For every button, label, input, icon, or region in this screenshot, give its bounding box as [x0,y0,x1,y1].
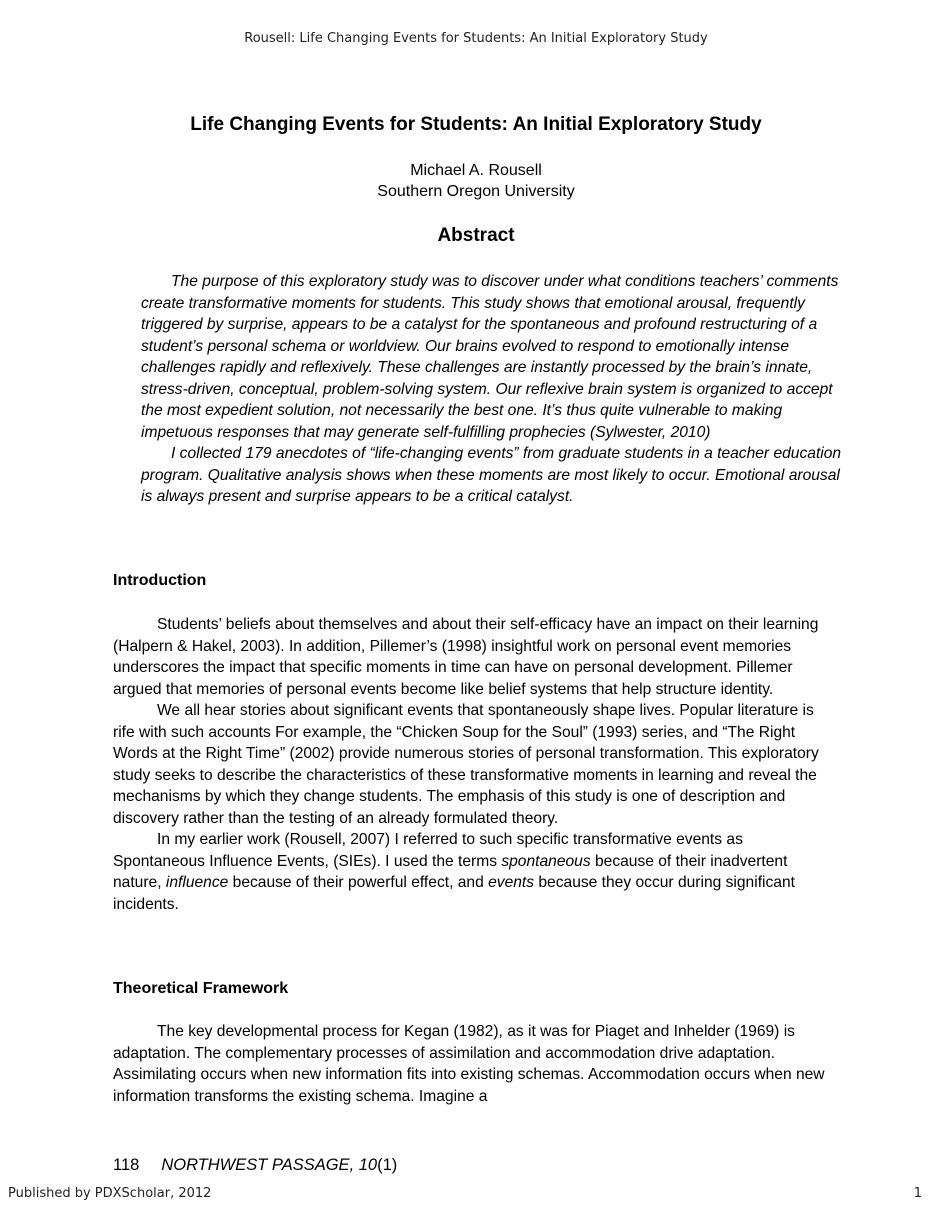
abstract-body [141,271,846,508]
article-title: Life Changing Events for Students: An Initial Exploratory Study [190,114,762,135]
body-paragraph: Students’ beliefs about themselves and about their self-efficacy have an impact on their learning (Halpern & Hakel, 2003). In addition, Pillemer’s (1998) insightful work on personal event memories underscores the impact that specific moments in time can have on personal development. Pillemer argued that memories of personal events become like belief systems that help structure identity. [113,616,819,698]
running-header: Rousell: Life Changing Events for Students: An Initial Exploratory Study [244,31,708,46]
emphasis-term: influence [165,874,229,891]
journal-volume: 10 [358,1156,378,1174]
emphasis-term: spontaneous [501,852,591,870]
author-affiliation: Southern Oregon University [377,183,575,200]
author-name: Michael A. Rousell [410,162,542,179]
author-block [0,160,952,202]
pdf-page-number: 1 [913,1186,922,1201]
journal-name [161,1156,377,1174]
text-run: because they occur during significant incidents. [113,874,795,913]
framework-body [113,1021,838,1107]
journal-title: NORTHWEST PASSAGE, [161,1156,359,1174]
journal-issue: (1) [377,1156,398,1174]
emphasis-term: events [488,874,535,891]
abstract-heading: Abstract [437,225,515,246]
text-run: because of their inadvertent nature, [113,852,788,891]
text-run: because of their powerful effect, and [228,874,489,891]
body-paragraph [113,829,838,915]
framework-heading: Theoretical Framework [113,980,289,997]
page-number: 118 [113,1156,140,1174]
abstract-paragraph: The purpose of this exploratory study was to discover under what conditions teachers’ comments create transformative moments for students. This study shows that emotional arousal, frequently triggered by surprise, appears to be a catalyst for the spontaneous and profound restructuring of a student’s personal schema or worldview. Our brains evolved to respond to emotionally intense challenges rapidly and reflexively. These challenges are instantly processed by the brain’s innate, stress-driven, conceptual, problem-solving system. Our reflexive brain system is organized to accept the most expedient solution, not necessarily the best one. It’s thus quite vulnerable to making impetuous responses that may generate self-fulfilling prophecies (Sylwester, 2010) [141,273,839,441]
publisher-note: Published by PDXScholar, 2012 [8,1186,212,1201]
introduction-body [113,614,838,915]
page-footer [113,1156,397,1175]
body-paragraph: We all hear stories about significant events that spontaneously shape lives. Popular literature is rife with such accounts For example, the “Chicken Soup for the Soul” (1993) series, and “The Right Words at the Right Time” (2002) provide numerous stories of personal transformation. This exploratory study seeks to describe the characteristics of these transformative moments in learning and reveal the mechanisms by which they change students. The emphasis of this study is one of description and discovery rather than the testing of an already formulated theory. [113,702,819,827]
introduction-heading: Introduction [113,572,207,589]
text-run: In my earlier work (Rousell, 2007) I referred to such specific transformative events as Spontaneous Influence Events, (SIEs). I used the terms [113,831,743,870]
body-paragraph: The key developmental process for Kegan (1982), as it was for Piaget and Inhelder (1969) is adaptation. The complementary processes of assimilation and accommodation drive adaptation. Assimilating occurs when new information fits into existing schemas. Accommodation occurs when new information transforms the existing schema. Imagine a [113,1023,825,1105]
abstract-paragraph: I collected 179 anecdotes of “life-changing events” from graduate students in a teacher education program. Qualitative analysis shows when these moments are most likely to occur. Emotional arousal is always present and surprise appears to be a critical catalyst. [141,445,842,505]
